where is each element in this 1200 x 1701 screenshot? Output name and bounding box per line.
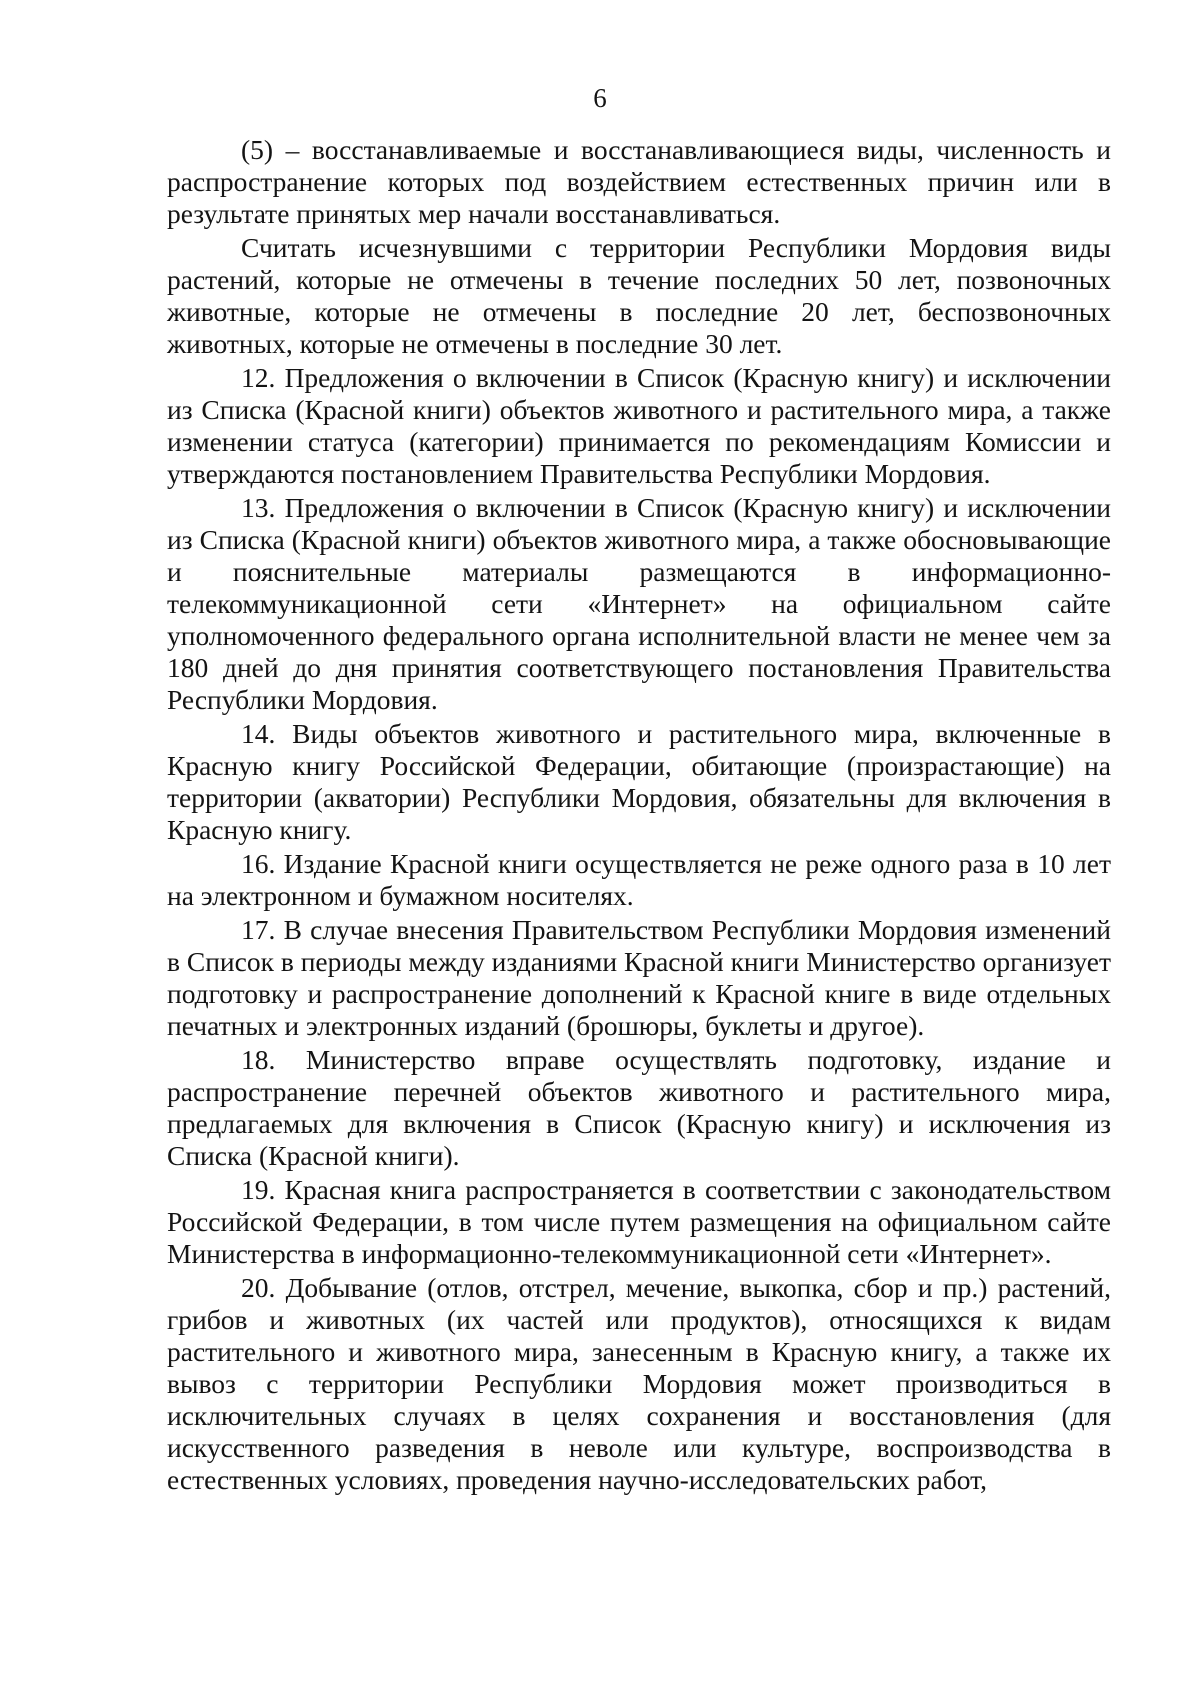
paragraph-19: 19. Красная книга распространяется в соответствии с законодательством Российской Федерации, в том числе путем размещения на официальном сайте Министерства в информационно-телекоммуникационной сети «Интернет». [167, 1174, 1111, 1269]
paragraph-16: 16. Издание Красной книги осуществляется не реже одного раза в 10 лет на электронном и бумажном носителях. [167, 848, 1111, 911]
paragraph-18: 18. Министерство вправе осуществлять подготовку, издание и распространение перечней объектов животного и растительного мира, предлагаемых для включения в Список (Красную книгу) и исключения из Списка (Красной книги). [167, 1044, 1111, 1171]
paragraph-12: 12. Предложения о включении в Список (Красную книгу) и исключении из Списка (Красной книги) объектов животного и растительного мира, а также изменении статуса (категории) принимается по рекомендациям Комиссии и утверждаются постановлением Правительства Республики Мордовия. [167, 362, 1111, 489]
paragraph-20: 20. Добывание (отлов, отстрел, мечение, выкопка, сбор и пр.) растений, грибов и животных (их частей или продуктов), относящихся к видам растительного и животного мира, занесенным в Красную книгу, а также их вывоз с территории Республики Мордовия может производиться в исключительных случаях в целях сохранения и восстановления (для искусственного разведения в неволе или культуре, воспроизводства в естественных условиях, проведения научно-исследовательских работ, [167, 1272, 1111, 1495]
paragraph-13: 13. Предложения о включении в Список (Красную книгу) и исключении из Списка (Красной книги) объектов животного мира, а также обосновывающие и пояснительные материалы размещаются в информационно-телекоммуникационной сети «Интернет» на официальном сайте уполномоченного федерального органа исполнительной власти не менее чем за 180 дней до дня принятия соответствующего постановления Правительства Республики Мордовия. [167, 492, 1111, 715]
paragraph-extinct-species: Считать исчезнувшими с территории Республики Мордовия виды растений, которые не отмечены в течение последних 50 лет, позвоночных животные, которые не отмечены в последние 20 лет, беспозвоночных животных, которые не отмечены в последние 30 лет. [167, 232, 1111, 359]
paragraph-recovering-species: (5) – восстанавливаемые и восстанавливающиеся виды, численность и распространение которых под воздействием естественных причин или в результате принятых мер начали восстанавливаться. [167, 134, 1111, 229]
document-body [167, 134, 1111, 1498]
paragraph-17: 17. В случае внесения Правительством Республики Мордовия изменений в Список в периоды между изданиями Красной книги Министерство организует подготовку и распространение дополнений к Красной книге в виде отдельных печатных и электронных изданий (брошюры, буклеты и другое). [167, 914, 1111, 1041]
paragraph-14: 14. Виды объектов животного и растительного мира, включенные в Красную книгу Российской Федерации, обитающие (произрастающие) на территории (акватории) Республики Мордовия, обязательны для включения в Красную книгу. [167, 718, 1111, 845]
page-number: 6 [593, 83, 607, 113]
